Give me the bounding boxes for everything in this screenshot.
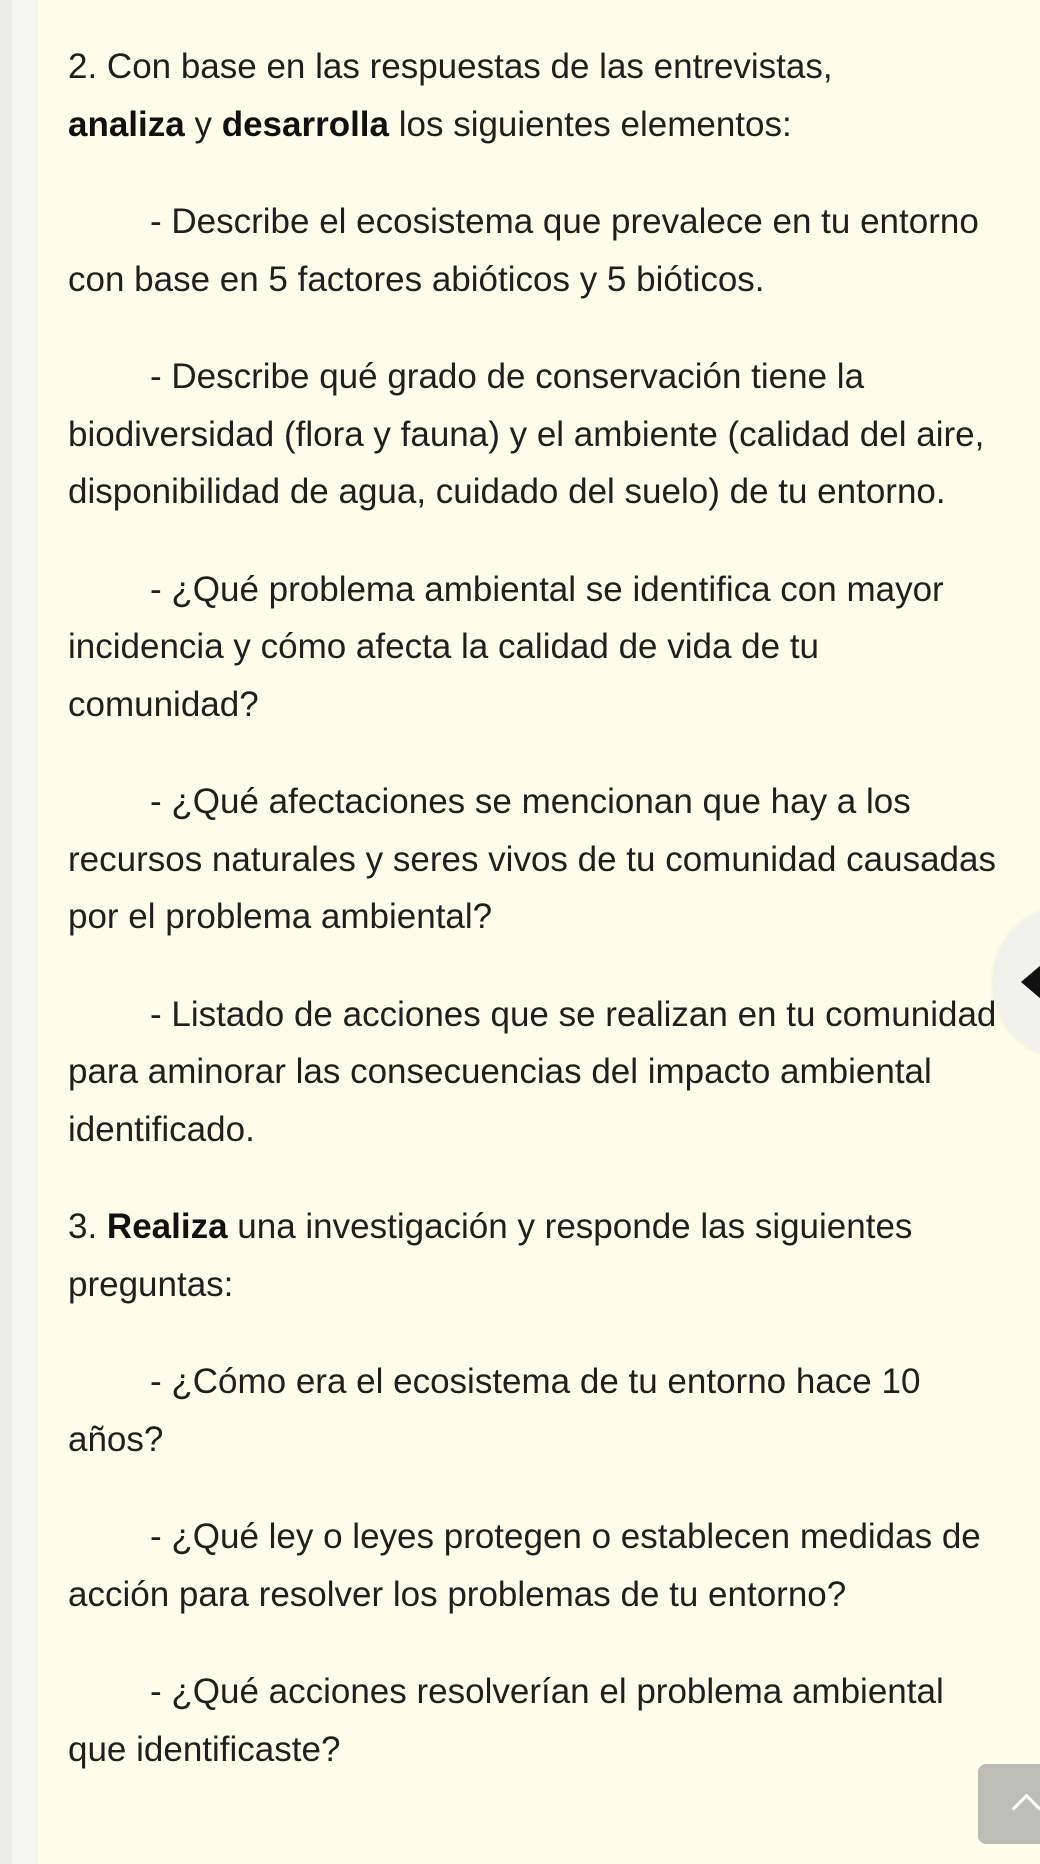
scroll-to-top-button[interactable] [978, 1764, 1040, 1844]
chevron-left-icon [1021, 965, 1040, 999]
content-card [38, 0, 1040, 1864]
section-2-intro [68, 38, 1010, 153]
section-2-item-5: - Listado de acciones que se realizan en tu comunidad para aminorar las consecuencias del impacto ambiental identificado. [68, 994, 997, 1149]
intro-connector: y [184, 104, 222, 144]
chevron-up-icon [1012, 1794, 1040, 1824]
bold-desarrolla: desarrolla [221, 104, 389, 144]
section-2-item-1: - Describe el ecosistema que prevalece en tu entorno con base en 5 factores abióticos y 5 bióticos. [68, 202, 979, 299]
section-3-intro-text: una investigación y responde las siguientes preguntas: [68, 1207, 913, 1304]
bold-analiza: analiza [68, 104, 185, 144]
section-2-item-4: - ¿Qué afectaciones se mencionan que hay a los recursos naturales y seres vivos de tu comunidad causadas por el problema ambiental? [68, 782, 996, 936]
section-3-item-1: - ¿Cómo era el ecosistema de tu entorno hace 10 años? [68, 1362, 921, 1459]
section-3-item-3: - ¿Qué acciones resolverían el problema ambiental que identificaste? [68, 1672, 944, 1769]
section-2-item-2: - Describe qué grado de conservación tiene la biodiversidad (flora y fauna) y el ambiente (calidad del aire, disponibilidad de agua, cuidado del suelo) de tu entorno. [68, 357, 985, 511]
bold-realiza: Realiza [106, 1207, 228, 1246]
section-2-intro-suffix: los siguientes elementos: [389, 104, 792, 144]
section-2-intro-text: 2. Con base en las respuestas de las entrevistas, [68, 47, 833, 86]
section-3-intro [68, 1198, 1010, 1313]
section-2-item-3: - ¿Qué problema ambiental se identifica con mayor incidencia y cómo afecta la calidad de vida de tu comunidad? [68, 569, 944, 724]
section-3-item-2: - ¿Qué ley o leyes protegen o establecen medidas de acción para resolver los problemas de tu entorno? [68, 1517, 981, 1614]
section-3-number: 3. [68, 1207, 107, 1246]
page-left-margin [0, 0, 12, 1864]
